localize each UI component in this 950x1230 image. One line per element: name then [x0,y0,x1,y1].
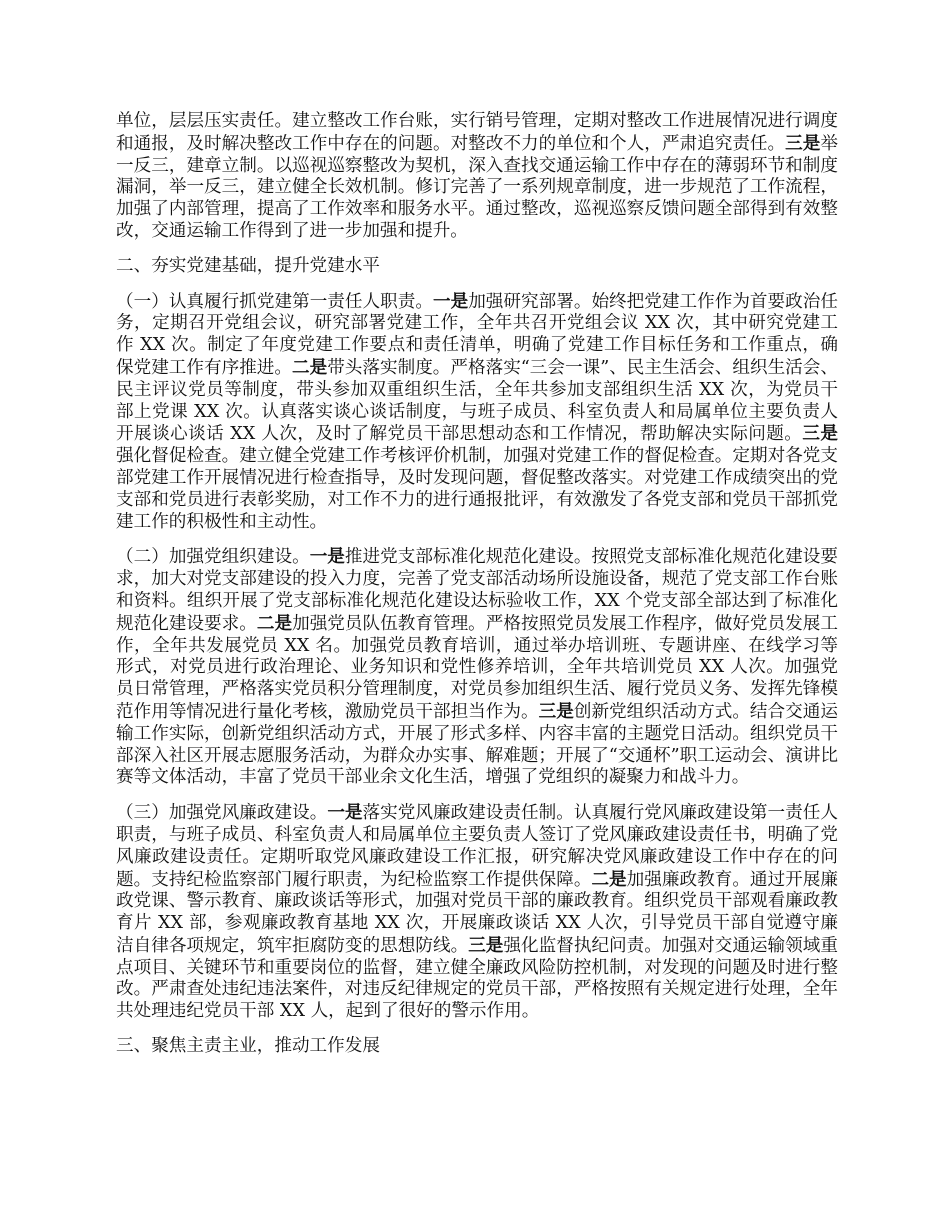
emphasis-label: 三是 [802,423,838,445]
emphasis-label: 二是 [292,356,328,378]
body-paragraph [116,546,838,789]
paragraph-text: 强化督促检查。建立健全党建工作考核评价机制，加强对党建工作的督促检查。定期对各党支部党建工作开展情况进行检查指导，及时发现问题，督促整改落实。对党建工作成绩突出的党支部和党员进行表彰奖励，对工作不力的进行通报批评，有效激发了各党支部和党员干部抓党建工作的积极性和主动性。 [116,446,838,532]
emphasis-label: 三是 [785,132,821,154]
body-paragraph [116,291,838,534]
emphasis-label: 一是 [432,290,469,312]
emphasis-label: 一是 [309,546,345,568]
paragraph-text: 加强研究部署。始终把党建工作作为首要政治任务，定期召开党组会议，研究部署党建工作，全年共召开党组会议 XX 次，其中研究党建工作 XX 次。制定了年度党建工作要点和责任清单，明确了党建工作目标任务和工作重点，确保党建工作有序推进。 [116,291,838,378]
section-heading [116,256,838,278]
section-heading [116,1036,838,1058]
paragraph-text: 单位，层层压实责任。建立整改工作台账，实行销号管理，定期对整改工作进展情况进行调度和通报，及时解决整改工作中存在的问题。对整改不力的单位和个人，严肃追究责任。 [116,111,838,154]
emphasis-label: 一是 [327,802,363,824]
paragraph-text: 落实党风廉政建设责任制。认真履行党风廉政建设第一责任人职责，与班子成员、科室负责人和局属单位主要负责人签订了党风廉政建设责任书，明确了党风廉政建设责任。定期听取党风廉政建设工作汇报，研究解决党风廉政建设工作中存在的问题。支持纪检监察部门履行职责，为纪检监察工作提供保障。 [116,803,838,890]
paragraph-text: 加强党员队伍教育管理。严格按照党员发展工作程序，做好党员发展工作，全年共发展党员 XX 名。加强党员教育培训，通过举办培训班、专题讲座、在线学习等形式，对党员进行政治理论、业务知识和党性修养培训，全年共培训党员 XX 人次。加强党员日常管理，严格落实党员积分管理制度，对党员参加组织生活、履行党员义务、发挥先锋模范作用等情况进行量化考核，激励党员干部担当作为。 [116,613,838,722]
paragraph-text: 带头落实制度。严格落实“三会一课”、民主生活会、组织生活会、民主评议党员等制度，带头参加双重组织生活，全年共参加支部组织生活 XX 次，为党员干部上党课 XX 次。认真落实谈心谈话制度，与班子成员、科室负责人和局属单位主要负责人开展谈心谈话 XX 人次，及时了解党员干部思想动态和工作情况，帮助解决实际问题。 [116,357,838,445]
paragraph-text: 推进党支部标准化规范化建设。按照党支部标准化规范化建设要求，加大对党支部建设的投入力度，完善了党支部活动场所设施设备，规范了党支部工作台账和资料。组织开展了党支部标准化规范化建设达标验收工作，XX 个党支部全部达到了标准化规范化建设要求。 [116,547,838,634]
paragraph-text: 加强廉政教育。通过开展廉政党课、警示教育、廉政谈话等形式，加强对党员干部的廉政教育。组织党员干部观看廉政教育片 XX 部，参观廉政教育基地 XX 次，开展廉政谈话 XX 人次，引导党员干部自觉遵守廉洁自律各项规定，筑牢拒腐防变的思想防线。 [116,869,838,956]
paragraph-text: （三）加强党风廉政建设。 [116,803,328,824]
paragraph-text: 举一反三，建章立制。以巡视巡察整改为契机，深入查找交通运输工作中存在的薄弱环节和制度漏洞，举一反三，建立健全长效机制。修订完善了一系列规章制度，进一步规范了工作流程，加强了内部管理，提高了工作效率和服务水平。通过整改，巡视巡察反馈问题全部得到有效整改，交通运输工作得到了进一步加强和提升。 [116,133,838,241]
paragraph-text: （二）加强党组织建设。 [116,547,310,568]
paragraph-text: （一）认真履行抓党建第一责任人职责。 [116,291,433,312]
paragraph-text: 三、聚焦主责主业，推动工作发展 [116,1036,380,1057]
emphasis-label: 三是 [538,700,574,722]
emphasis-label: 二是 [256,612,293,634]
body-paragraph [116,802,838,1023]
emphasis-label: 二是 [591,868,627,890]
emphasis-label: 三是 [468,934,504,956]
document-page [116,111,838,1071]
body-paragraph [116,111,838,243]
paragraph-text: 创新党组织活动方式。结合交通运输工作实际，创新党组织活动方式，开展了形式多样、内容丰富的主题党日活动。组织党员干部深入社区开展志愿服务活动，为群众办实事、解难题；开展了“交通杯”职工运动会、演讲比赛等文体活动，丰富了党员干部业余文化生活，增强了党组织的凝聚力和战斗力。 [116,701,838,788]
paragraph-text: 二、夯实党建基础，提升党建水平 [116,255,380,276]
paragraph-text: 强化监督执纪问责。加强对交通运输领域重点项目、关键环节和重要岗位的监督，建立健全廉政风险防控机制，对发现的问题及时进行整改。严肃查处违纪违法案件，对违反纪律规定的党员干部，严格按照有关规定进行处理，全年共处理违纪党员干部 XX 人，起到了很好的警示作用。 [116,935,838,1022]
